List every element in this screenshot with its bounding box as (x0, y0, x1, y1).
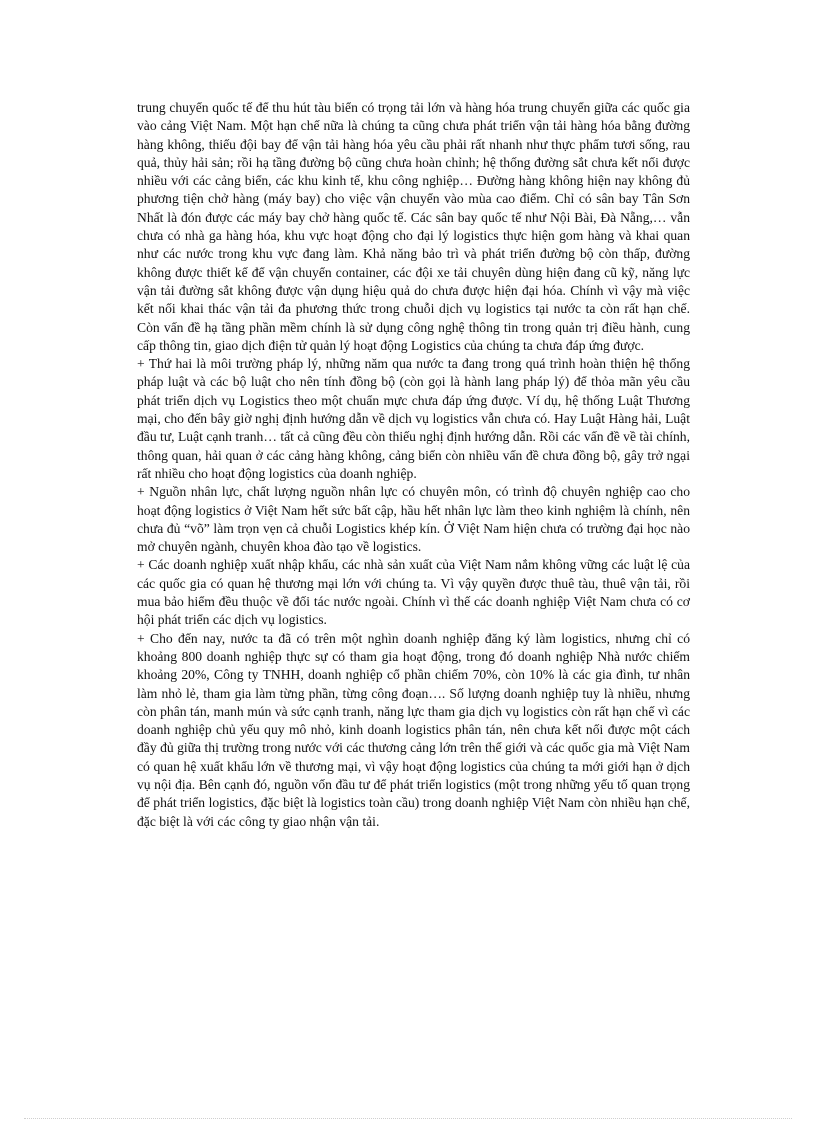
paragraph-infrastructure: trung chuyển quốc tế để thu hút tàu biển có trọng tải lớn và hàng hóa trung chuyển giữa các quốc gia vào cảng Việt Nam. Một hạn chế nữa là chúng ta cũng chưa phát triển vận tải hàng hóa bằng đường hàng không, thiếu đội bay để vận tải hàng hóa yêu cầu phải rất nhanh như thực phẩm tươi sống, rau quả, thủy hải sản; rồi hạ tầng đường bộ cũng chưa hoàn chỉnh; hệ thống đường sắt chưa kết nối được nhiều với các cảng biển, các khu kinh tế, khu công nghiệp… Đường hàng không hiện nay không đủ phương tiện chở hàng (máy bay) cho việc vận chuyển vào mùa cao điểm. Chỉ có sân bay Tân Sơn Nhất là đón được các máy bay chở hàng quốc tế. Các sân bay quốc tế như Nội Bài, Đà Nẵng,… vẫn chưa có nhà ga hàng hóa, khu vực hoạt động cho đại lý logistics thực hiện gom hàng và khai quan như các nước trong khu vực đang làm. Khả năng bảo trì và phát triển đường bộ còn thấp, đường không được thiết kế để vận chuyển container, các đội xe tải chuyên dùng hiện đang cũ kỹ, năng lực vận tải đường sắt không được vận dụng hiệu quả do chưa được hiện đại hóa. Chính vì vậy mà việc kết nối khai thác vận tải đa phương thức trong chuỗi dịch vụ logistics tại nước ta còn rất hạn chế. Còn vấn đề hạ tầng phần mềm chính là sử dụng công nghệ thông tin trong quản trị điều hành, cung cấp thông tin, giao dịch điện tử quản lý hoạt động Logistics của chúng ta chưa đáp ứng được. (137, 100, 690, 353)
body-text (137, 99, 690, 831)
paragraph-enterprises: + Cho đến nay, nước ta đã có trên một nghìn doanh nghiệp đăng ký làm logistics, nhưng chỉ có khoảng 800 doanh nghiệp thực sự có tham gia hoạt động, trong đó doanh nghiệp Nhà nước chiếm khoảng 20%, Công ty TNHH, doanh nghiệp cổ phần chiếm 70%, còn 10% là các gia đình, tư nhân làm nhỏ lẻ, tham gia làm từng phần, từng công đoạn…. Số lượng doanh nghiệp tuy là nhiều, nhưng còn phân tán, manh mún và sức cạnh tranh, năng lực tham gia dịch vụ logistics còn rất hạn chế vì các doanh nghiệp chủ yếu quy mô nhỏ, kinh doanh logistics phân tán, nên chưa kết nối được một cách đầy đủ giữa thị trường trong nước với các thương cảng lớn trên thế giới và các quốc gia mà Việt Nam có quan hệ xuất khẩu lớn về thương mại, vì vậy hoạt động logistics của chúng ta mới giới hạn ở dịch vụ nội địa. Bên cạnh đó, nguồn vốn đầu tư để phát triển logistics (một trong những yếu tố quan trọng để phát triển logistics, đặc biệt là logistics toàn cầu) trong doanh nghiệp Việt Nam còn nhiều hạn chế, đặc biệt là với các công ty giao nhận vận tải. (137, 630, 690, 829)
paragraph-import-export: + Các doanh nghiệp xuất nhập khẩu, các nhà sản xuất của Việt Nam nắm không vững các luật lệ của các quốc gia có quan hệ thương mại lớn với chúng ta. Vì vậy quyền được thuê tàu, thuê vận tải, rồi mua bảo hiểm đều thuộc về đối tác nước ngoài. Chính vì thế các doanh nghiệp Việt Nam chưa có cơ hội phát triển các dịch vụ logistics. (137, 557, 690, 628)
page-bottom-border (24, 1118, 792, 1119)
paragraph-legal-environment: + Thứ hai là môi trường pháp lý, những năm qua nước ta đang trong quá trình hoàn thiện hệ thống pháp luật và các bộ luật cho nên tính đồng bộ (còn gọi là hành lang pháp lý) để thỏa mãn yêu cầu phát triển dịch vụ Logistics theo một chuẩn mực chưa đáp ứng được. Ví dụ, hệ thống Luật Thương mại, cho đến bây giờ nghị định hướng dẫn về dịch vụ logistics vẫn chưa có. Hay Luật Hàng hải, Luật đầu tư, Luật cạnh tranh… tất cả cũng đều còn thiếu nghị định hướng dẫn. Rồi các vấn đề về tài chính, thông quan, hải quan ở các cảng hàng không, cảng biển còn nhiều vấn đề chưa đồng bộ, gây trở ngại rất nhiều cho hoạt động logistics của doanh nghiệp. (137, 356, 690, 481)
paragraph-human-resources: + Nguồn nhân lực, chất lượng nguồn nhân lực có chuyên môn, có trình độ chuyên nghiệp cao cho hoạt động logistics ở Việt Nam hết sức bất cập, hầu hết nhân lực làm theo kinh nghiệm là chính, nên chưa đủ “võ” làm trọn vẹn cả chuỗi Logistics khép kín. Ở Việt Nam hiện chưa có trường đại học nào mở chuyên ngành, chuyên khoa đào tạo về logistics. (137, 484, 690, 555)
